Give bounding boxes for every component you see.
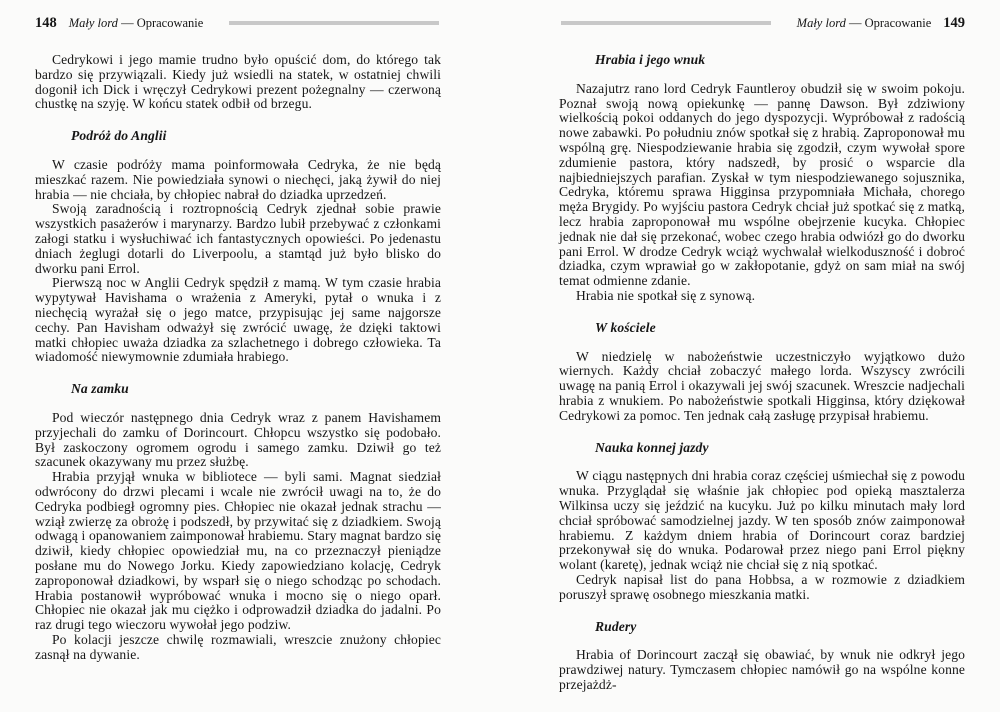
body-paragraph: W ciągu następnych dni hrabia coraz częściej uśmiechał się z powodu wnuka. Przyglądał się właśnie jak chłopiec pod opieką masztalerza Wilkinsa uczy się jeździć na kucyku. Już po kilku minutach mały lord chciał spróbować samodzielnej jazdy. W ten sposób znów zaimponował hrabiemu. Z każdym dniem hrabia of Dorincourt coraz bardziej przekonywał się do wnuka. Podarował przez niego pani Errol piękny wolant (karetę), jednak wciąż nie chciał się z nią spotkać. <box>559 468 965 573</box>
page-149 <box>559 14 965 693</box>
body-paragraph: Po kolacji jeszcze chwilę rozmawiali, wreszcie znużony chłopiec zasnął na dywanie. <box>35 631 441 662</box>
running-title-left <box>69 17 204 30</box>
section-heading: W kościele <box>595 319 656 335</box>
page-body-right <box>559 53 965 693</box>
running-title-book: Mały lord <box>796 15 846 30</box>
body-paragraph: Cedryk napisał list do pana Hobbsa, a w rozmowie z dziadkiem poruszył sprawę osobnego mieszkania matki. <box>559 571 965 602</box>
header-rule-left <box>229 21 439 25</box>
running-title-book: Mały lord <box>68 15 118 30</box>
page-number-left: 148 <box>35 14 57 31</box>
section-heading: Nauka konnej jazdy <box>595 439 709 455</box>
page-number-right: 149 <box>943 14 965 31</box>
body-paragraph: Pod wieczór następnego dnia Cedryk wraz z panem Havishamem przyjechali do zamku of Dorincourt. Chłopcu wszystko się podobało. Był zaskoczony ogromem ogrodu i samego zamku. Dziwił go też szacunek okazywany mu przez służbę. <box>35 409 441 470</box>
section-heading: Na zamku <box>71 381 129 397</box>
body-paragraph: Hrabia of Dorincourt zaczął się obawiać, by wnuk nie odkrył jego prawdziwej natury. Tymczasem chłopiec namówił go na wspólne konne przejażdż- <box>559 647 965 692</box>
section-heading: Rudery <box>595 618 637 634</box>
section-heading: Hrabia i jego wnuk <box>595 52 706 67</box>
running-title-right <box>797 17 932 30</box>
body-paragraph: Hrabia przyjął wnuka w bibliotece — byli sami. Magnat siedział odwrócony do drzwi plecami i wcale nie zwrócił uwagi na to, że do Cedryka podbiegł ogromny pies. Chłopiec nie okazał jednak strachu — wziął zwierzę za obrożę i podszedł, by przywitać się z dziadkiem. Swoją odwagą i opanowaniem zaimponował hrabiemu. Stary magnat bardzo się dziwił, kiedy chłopiec opowiedział mu, na co przeznaczył pieniądze posłane mu do Nowego Jorku. Kiedy zapowiedziano kolację, Cedryk zaproponował dziadkowi, by wsparł się o niego schodząc po schodach. Hrabia postanowił wypróbować wnuka i mocno się o niego oparł. Chłopiec nie okazał jak mu ciężko i odprowadził dziadka do jadalni. Po raz drugi tego wieczoru wywołał jego podziw. <box>35 469 441 633</box>
section-heading: Podróż do Anglii <box>71 128 167 144</box>
body-paragraph: Nazajutrz rano lord Cedryk Fauntleroy obudził się w swoim pokoju. Poznał swoją nową opiekunkę — pannę Dawson. Był zdziwiony wielkością pokoi oddanych do jego dyspozycji. Wypróbował z radością nowe zabawki. Po południu znów spotkał się z hrabią. Zaproponował mu wspólną grę. Niespodziewanie hrabia się zgodził, czym wywołał spore zdumienie pastora, który nadszedł, by prosić o wsparcie dla najbiedniejszych parafian. Zyskał w tym niespodziewanego sojusznika, Cedryka, któremu sprawa Higginsa przypomniała Michała, chorego męża Brygidy. Po wyjściu pastora Cedryk chciał już spotkać się z matką, lecz hrabia zaproponował mu wspólne obejrzenie kucyka. Chłopiec jednak nie dał się przekonać, wobec czego hrabia odwiózł go do dworku pani Errol. W drodze Cedryk wciąż wychwalał wielkoduszność i dobroć dziadka, czym wprawiał go w zakłopotanie, gdyż on sam miał na swój temat odmienne zdanie. <box>559 80 965 289</box>
running-title-suffix: — Opracowanie <box>121 15 204 30</box>
body-paragraph: W niedzielę w nabożeństwie uczestniczyło wyjątkowo dużo wiernych. Każdy chciał zobaczyć małego lorda. Wszyscy zwrócili uwagę na panią Errol i okazywali jej swój szacunek. Wreszcie nadjechali hrabia z wnukiem. Po nabożeństwie spotkali Higginsa, który dziękował Cedrykowi za pomoc. Ten jednak całą zasługę przypisał hrabiemu. <box>559 348 965 423</box>
header-rule-right <box>561 21 771 25</box>
page-header-left <box>35 14 441 32</box>
page-148 <box>35 14 441 662</box>
body-paragraph: Cedrykowi i jego mamie trudno było opuścić dom, do którego tak bardzo się przywiązali. Kiedy już wsiedli na statek, w ostatniej chwili dogonił ich Dick i wręczył Cedrykowi prezent pożegnalny — czerwoną chustkę na szyję. W końcu statek odbił od brzegu. <box>35 52 441 112</box>
body-paragraph: Pierwszą noc w Anglii Cedryk spędził z mamą. W tym czasie hrabia wypytywał Havishama o wrażenia z Ameryki, pytał o wnuka i z niechęcią wyrażał się o jego matce, przypisując jej same najgorsze cechy. Pan Havisham odważył się zwrócić uwagę, że dzięki taktowi matki chłopiec uważa dziadka za szlachetnego i dobrego człowieka. Ta wiadomość niewymownie zdumiała hrabiego. <box>35 275 441 365</box>
body-paragraph: W czasie podróży mama poinformowała Cedryka, że nie będą mieszkać razem. Nie powiedziała synowi o niechęci, jaką żywił do niej hrabia — nie chciała, by chłopiec nabrał do dziadka uprzedzeń. <box>35 156 441 202</box>
body-paragraph: Hrabia nie spotkał się z synową. <box>576 287 756 303</box>
page-body-left <box>35 53 441 662</box>
page-header-right <box>559 14 965 32</box>
running-title-suffix: — Opracowanie <box>848 15 932 30</box>
body-paragraph: Swoją zaradnością i roztropnością Cedryk zjednał sobie prawie wszystkich pasażerów i marynarzy. Bardzo lubił przebywać z członkami załogi statku i wysłuchiwać ich fantastycznych opowieści. Po jedenastu dniach żeglugi dotarli do Liverpoolu, a stamtąd już było blisko do dworku pani Errol. <box>35 201 441 276</box>
